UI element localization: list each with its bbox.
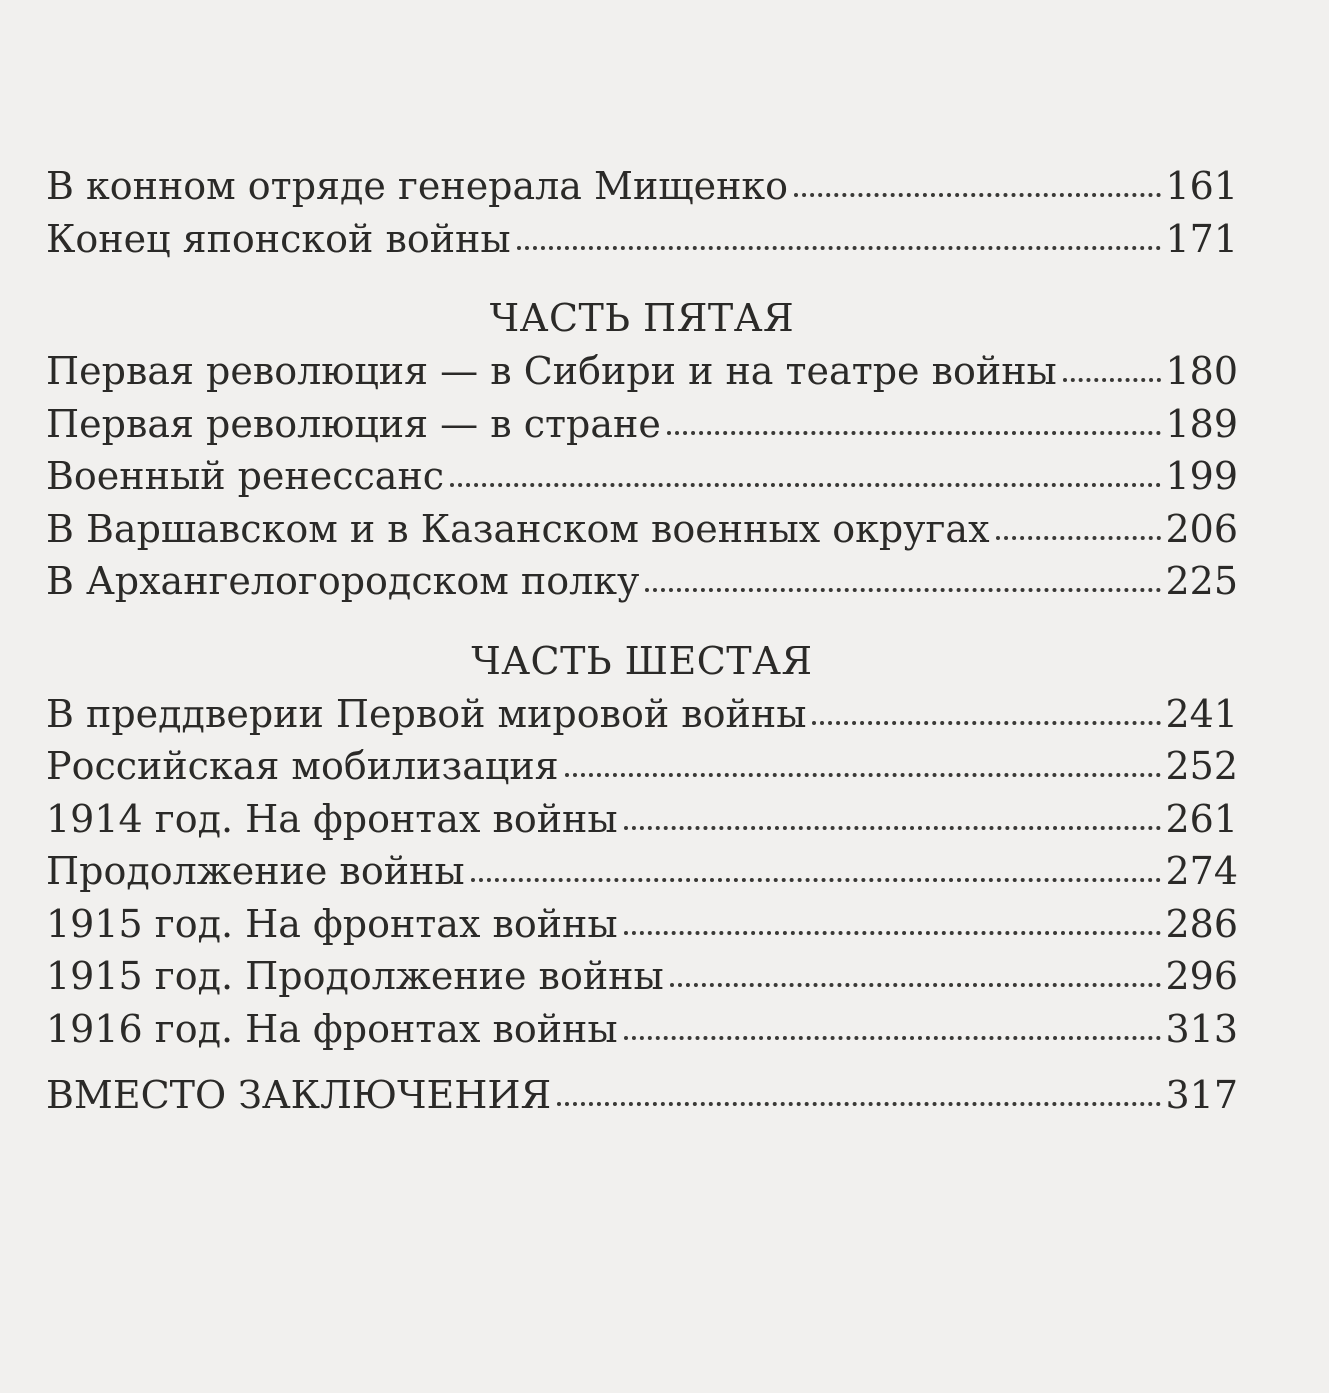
toc-entry-title: В Варшавском и в Казанском военных округах	[46, 506, 990, 551]
table-of-contents	[46, 160, 1238, 1122]
toc-entry-title: В Архангелогородском полку	[46, 559, 640, 603]
part-heading: ЧАСТЬ ПЯТАЯ	[489, 296, 795, 340]
toc-entry-title: Конец японской войны	[46, 216, 511, 261]
part-heading: ЧАСТЬ ШЕСТАЯ	[471, 638, 813, 683]
dot-leader	[996, 536, 1162, 540]
toc-entry	[46, 450, 1238, 503]
toc-entry-page: 296	[1165, 954, 1238, 998]
toc-entry	[46, 398, 1238, 451]
toc-entry-page: 225	[1165, 559, 1238, 603]
dot-leader	[1063, 378, 1162, 382]
toc-entry-page: 252	[1165, 744, 1238, 788]
dot-leader	[794, 193, 1161, 197]
toc-entry-page: 261	[1165, 796, 1238, 841]
toc-entry	[46, 160, 1238, 213]
toc-entry-title: 1916 год. На фронтах войны	[46, 1006, 618, 1051]
toc-entry-title: Первая революция — в стране	[46, 401, 661, 446]
toc-entry-page: 171	[1165, 216, 1238, 261]
toc-entry	[46, 345, 1238, 398]
toc-entry-title: Российская мобилизация	[46, 744, 559, 788]
dot-leader	[450, 483, 1161, 487]
dot-leader	[517, 246, 1162, 250]
toc-entry-title: Военный ренессанс	[46, 454, 445, 498]
dot-leader	[557, 1102, 1161, 1106]
dot-leader	[471, 878, 1162, 882]
dot-leader	[812, 721, 1161, 725]
toc-entry-page: 286	[1165, 901, 1238, 946]
dot-leader	[565, 773, 1162, 777]
toc-entry	[46, 793, 1238, 846]
toc-entry-title: В конном отряде генерала Мищенко	[46, 164, 789, 208]
toc-entry-title: В преддверии Первой мировой войны	[46, 691, 807, 736]
toc-section-part-five	[46, 291, 1238, 608]
dot-leader	[667, 431, 1162, 435]
toc-entry-page: 317	[1165, 1073, 1238, 1117]
dot-leader	[645, 588, 1161, 592]
dot-leader	[624, 1036, 1162, 1040]
toc-entry-title: 1915 год. На фронтах войны	[46, 901, 618, 946]
dot-leader	[624, 931, 1162, 935]
toc-entry-page: 274	[1165, 849, 1238, 893]
toc-entry	[46, 740, 1238, 793]
dot-leader	[670, 983, 1162, 987]
toc-section-continuation	[46, 160, 1238, 265]
toc-entry	[46, 898, 1238, 951]
toc-entry	[46, 950, 1238, 1003]
toc-entry-conclusion	[46, 1069, 1238, 1122]
toc-entry-page: 161	[1165, 164, 1238, 208]
toc-entry-title: ВМЕСТО ЗАКЛЮЧЕНИЯ	[46, 1073, 552, 1117]
toc-entry	[46, 688, 1238, 741]
toc-entry-title: Продолжение войны	[46, 849, 465, 893]
toc-entry-title: Первая революция — в Сибири и на театре войны	[46, 349, 1057, 393]
toc-section-part-six	[46, 634, 1238, 1056]
toc-entry	[46, 845, 1238, 898]
toc-entry-page: 189	[1165, 401, 1238, 446]
toc-entry	[46, 555, 1238, 608]
toc-entry	[46, 213, 1238, 266]
toc-entry	[46, 503, 1238, 556]
toc-entry	[46, 1003, 1238, 1056]
dot-leader	[624, 826, 1162, 830]
toc-entry-page: 206	[1165, 506, 1238, 551]
toc-entry-page: 241	[1165, 691, 1238, 736]
toc-entry-title: 1915 год. Продолжение войны	[46, 954, 664, 998]
toc-entry-page: 199	[1165, 454, 1238, 498]
toc-entry-title: 1914 год. На фронтах войны	[46, 796, 618, 841]
toc-entry-page: 180	[1165, 349, 1238, 393]
toc-entry-page: 313	[1165, 1006, 1238, 1051]
